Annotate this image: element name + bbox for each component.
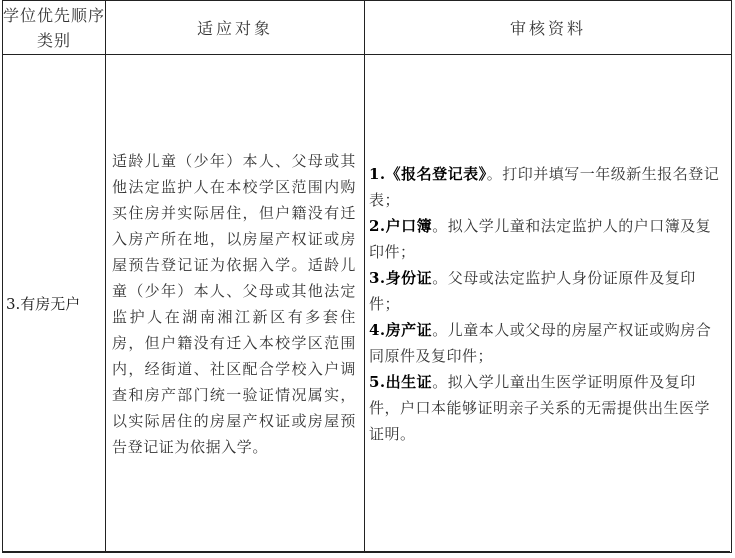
doc-text: 。儿童本人或父母的房屋产权证或购房合同原件及复印件； <box>369 320 712 365</box>
header-category-cell <box>3 1 106 55</box>
doc-text: 。拟入学儿童出生医学证明原件及复印件，户口本能够证明亲子关系的无需提供出生医学证明。 <box>369 372 711 443</box>
category-label: 3.有房无户 <box>6 294 81 313</box>
doc-text: 。父母或法定监护人身份证原件及复印件； <box>369 268 696 313</box>
docs-cell <box>365 55 732 553</box>
table-header-row <box>3 1 732 55</box>
doc-name: 房产证 <box>385 320 433 339</box>
header-target: 适应对象 <box>196 19 273 38</box>
header-category: 学位优先顺序类别 <box>3 5 106 50</box>
doc-text: 。拟入学儿童和法定监护人的户口簿及复印件； <box>369 216 712 261</box>
doc-item <box>369 265 725 317</box>
next-row-border <box>2 551 730 552</box>
doc-item <box>369 369 725 447</box>
target-cell <box>106 55 365 553</box>
category-cell <box>3 55 106 553</box>
table-row <box>3 55 732 553</box>
doc-name: 出生证 <box>385 372 433 391</box>
doc-name: 户口簿 <box>385 216 433 235</box>
header-target-cell <box>106 1 365 55</box>
doc-text: 。打印并填写一年级新生报名登记表； <box>369 164 720 209</box>
header-docs: 审核资料 <box>509 19 586 38</box>
doc-item <box>369 317 725 369</box>
doc-item <box>369 161 725 213</box>
doc-number: 3. <box>369 268 386 287</box>
target-description: 适龄儿童（少年）本人、父母或其他法定监护人在本校学区范围内购买住房并实际居住，但户籍没有迁入房产所在地，以房屋产权证或房屋预告登记证为依据入学。适龄儿童（少年）本人、父母或其他法定监护人在湖南湘江新区有多套住房，但户籍没有迁入本校学区范围内，经街道、社区配合学校入户调查和房产部门统一验证情况属实，以实际居住的房屋产权证或房屋预告登记证为依据入学。 <box>112 151 356 456</box>
doc-number: 4. <box>369 320 386 339</box>
header-docs-cell <box>365 1 732 55</box>
admission-table <box>2 0 732 553</box>
doc-number: 5. <box>369 372 386 391</box>
doc-name: 《报名登记表》 <box>385 164 487 183</box>
doc-number: 2. <box>369 216 386 235</box>
docs-list <box>369 161 725 447</box>
doc-name: 身份证 <box>385 268 433 287</box>
doc-item <box>369 213 725 265</box>
doc-number: 1. <box>369 164 386 183</box>
